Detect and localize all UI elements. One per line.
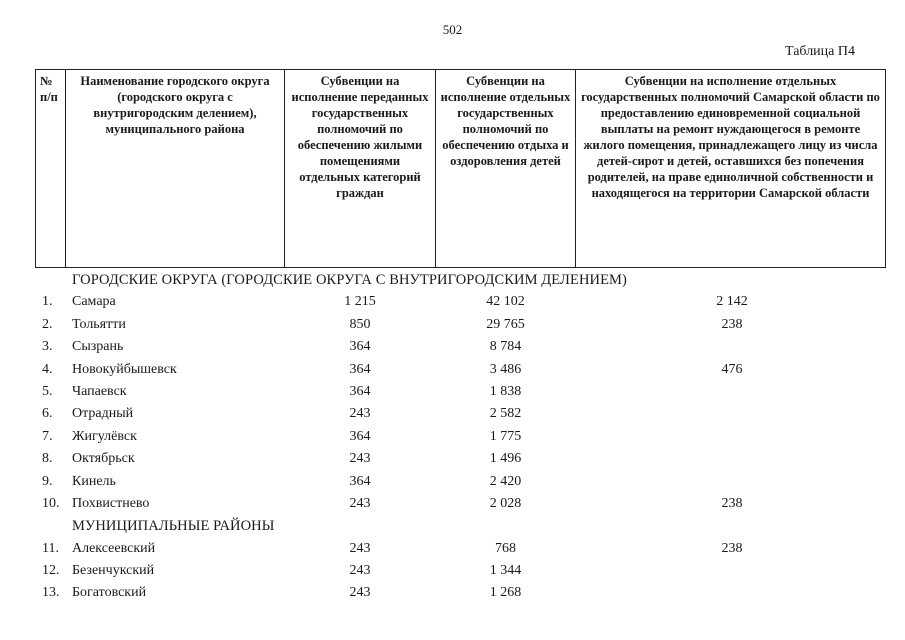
header-repair: Субвенции на исполнение отдельных государственных полномочий Самарской области по предоставлению единовременной социальной выплаты на ремонт нуждающегося в ремонте жилого помещения, принадлежащего лицу из числа детей-сирот и детей, оставшихся без попечения родителей, на праве единоличной собственности и находящегося на территории Самарской области [576, 70, 886, 268]
row-name: Безенчукский [72, 563, 155, 579]
row-recreation-value: 3 486 [489, 361, 522, 377]
row-number: 10. [42, 495, 60, 511]
table-header [35, 69, 886, 268]
row-name: Октябрьск [72, 451, 135, 467]
row-number: 1. [42, 294, 53, 310]
row-number: 2. [42, 316, 53, 332]
row-number: 11. [42, 540, 59, 556]
row-number: 12. [42, 563, 60, 579]
header-recreation: Субвенции на исполнение отдельных государственных полномочий по обеспечению отдыха и оздоровления детей [436, 70, 576, 268]
row-housing-value: 243 [349, 495, 371, 511]
row-name: Кинель [72, 473, 116, 489]
header-row [36, 70, 886, 268]
row-housing-value: 243 [349, 451, 371, 467]
row-number: 4. [42, 361, 53, 377]
row-recreation-value: 2 420 [489, 473, 522, 489]
table-row [0, 471, 905, 493]
row-name: Сызрань [72, 339, 124, 355]
table-row [0, 381, 905, 403]
table-row [0, 582, 905, 604]
row-number: 6. [42, 406, 53, 422]
table-row [0, 291, 905, 313]
row-recreation-value: 1 344 [489, 563, 522, 579]
row-housing-value: 364 [349, 428, 371, 444]
row-number: 5. [42, 383, 53, 399]
table-row [0, 560, 905, 582]
row-recreation-value: 1 838 [489, 383, 522, 399]
row-recreation-value: 2 582 [489, 406, 522, 422]
row-number: 3. [42, 339, 53, 355]
section-title: ГОРОДСКИЕ ОКРУГА (ГОРОДСКИЕ ОКРУГА С ВНУТРИГОРОДСКИМ ДЕЛЕНИЕМ) [72, 272, 627, 288]
row-recreation-value: 29 765 [486, 316, 525, 332]
row-recreation-value: 8 784 [489, 339, 522, 355]
table-row [0, 403, 905, 425]
table-body [0, 269, 905, 605]
row-name: Тольятти [72, 316, 126, 332]
table-row [0, 448, 905, 470]
row-recreation-value: 42 102 [486, 294, 525, 310]
row-repair-value: 238 [721, 316, 743, 332]
page-number: 502 [442, 22, 463, 37]
row-housing-value: 1 215 [344, 294, 376, 310]
section-title: МУНИЦИПАЛЬНЫЕ РАЙОНЫ [72, 518, 275, 535]
header-name: Наименование городского округа (городского округа с внутригородским делением), муниципального района [66, 70, 285, 268]
row-housing-value: 364 [349, 383, 371, 399]
table-row [0, 359, 905, 381]
row-recreation-value: 2 028 [489, 495, 522, 511]
row-repair-value: 2 142 [716, 294, 748, 310]
table-row [0, 493, 905, 515]
table-row [0, 426, 905, 448]
row-name: Чапаевск [72, 383, 127, 399]
table-row [0, 314, 905, 336]
table-title: Таблица П4 [785, 44, 855, 59]
row-housing-value: 243 [349, 585, 371, 601]
row-name: Алексеевский [72, 540, 156, 556]
table-row [0, 538, 905, 560]
row-recreation-value: 1 775 [489, 428, 522, 444]
row-number: 8. [42, 451, 53, 467]
row-repair-value: 238 [721, 540, 743, 556]
row-name: Жигулёвск [72, 428, 137, 444]
row-number: 9. [42, 473, 53, 489]
section-heading [0, 515, 905, 537]
row-repair-value: 238 [721, 495, 743, 511]
row-repair-value: 476 [721, 361, 743, 377]
row-number: 13. [42, 585, 60, 601]
row-housing-value: 364 [349, 339, 371, 355]
header-num: № п/п [36, 70, 66, 268]
table-row [0, 336, 905, 358]
row-name: Новокуйбышевск [72, 361, 177, 377]
row-recreation-value: 1 268 [489, 585, 522, 601]
row-housing-value: 243 [349, 563, 371, 579]
row-name: Отрадный [72, 406, 134, 422]
header-housing: Субвенции на исполнение переданных государственных полномочий по обеспечению жилыми помещениями отдельных категорий граждан [285, 70, 436, 268]
row-housing-value: 364 [349, 473, 371, 489]
row-housing-value: 243 [349, 540, 371, 556]
row-name: Богатовский [72, 585, 147, 601]
row-recreation-value: 1 496 [489, 451, 522, 467]
row-name: Похвистнево [72, 495, 150, 511]
row-housing-value: 243 [349, 406, 371, 422]
row-housing-value: 850 [349, 316, 371, 332]
row-recreation-value: 768 [495, 540, 516, 556]
row-number: 7. [42, 428, 53, 444]
row-name: Самара [72, 294, 116, 310]
section-heading [0, 269, 905, 291]
row-housing-value: 364 [349, 361, 371, 377]
